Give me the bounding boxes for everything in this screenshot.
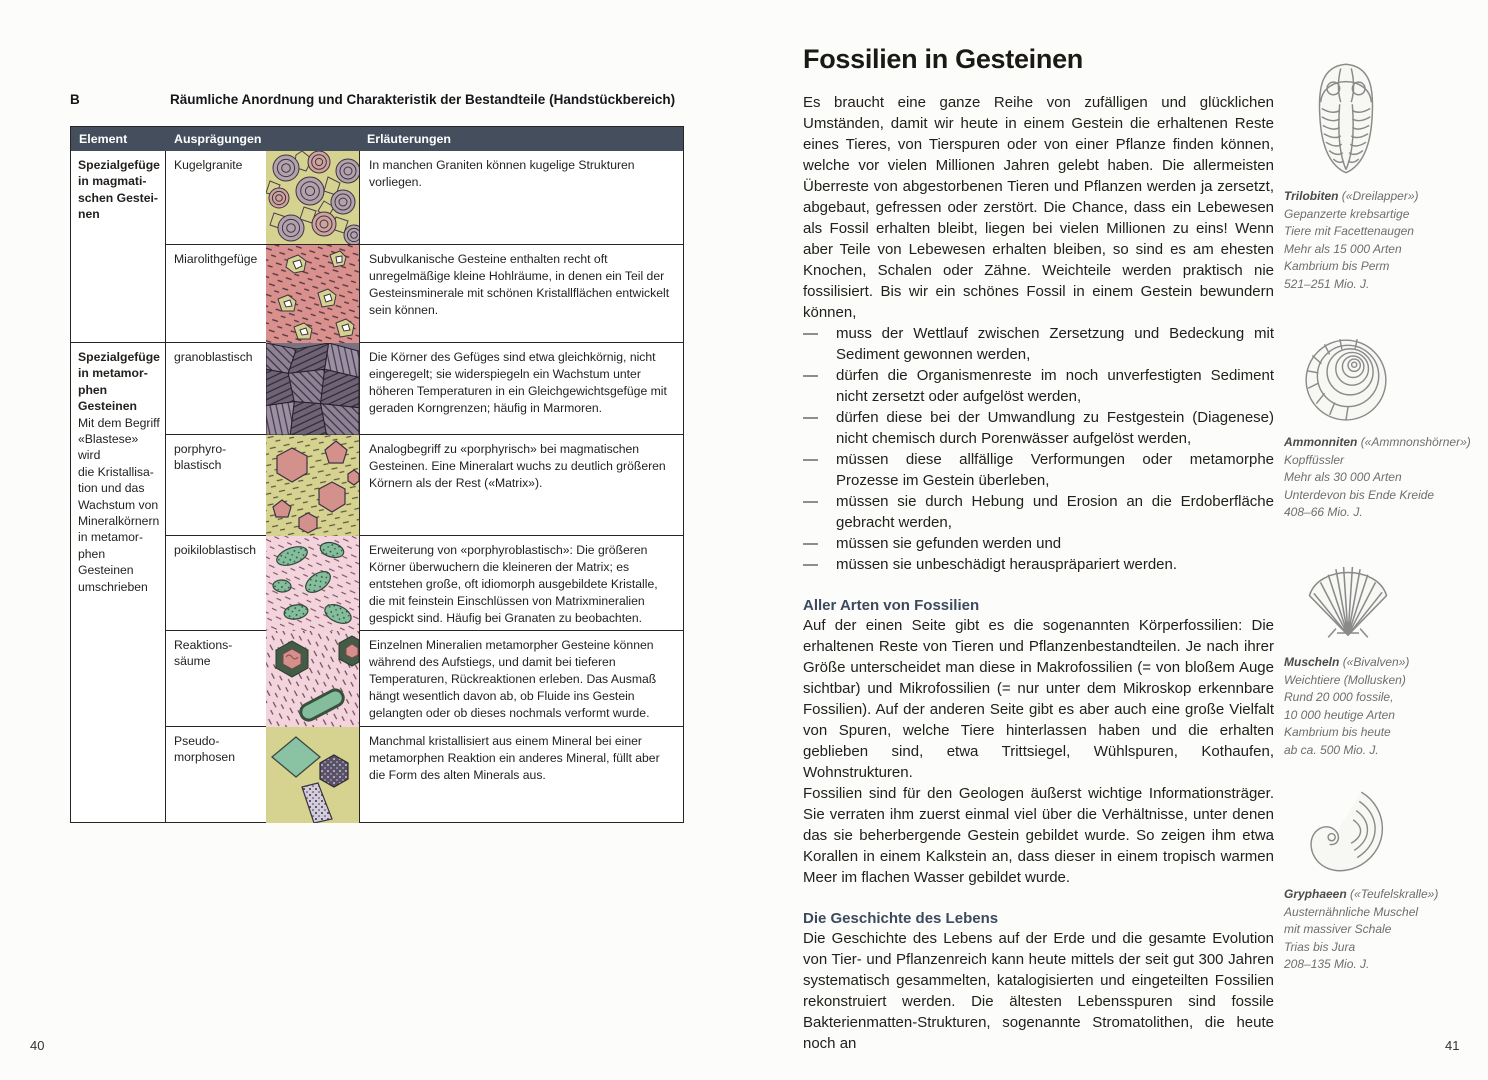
kugelgranite-illustration (266, 151, 359, 244)
margin-figure-trilobite (1284, 60, 1474, 293)
table-title: Räumliche Anordnung und Charakteristik der Bestandteile (Handstückbereich) (170, 92, 676, 107)
scallop-icon (1298, 556, 1398, 644)
pseudomorphosen-illustration (266, 727, 359, 823)
dash-marker: — (803, 451, 818, 468)
ammonite-icon (1298, 332, 1394, 424)
section-paragraph: Auf der einen Seite gibt es die sogenannten Körperfossilien: Die erhaltenen Reste von Tieren und Pflanzenbestandteilen. Je nach ihrer Größe unterscheidet man diese in Makrofossilien (= von bloßem Auge sichtbar) und Mikrofossilien (= nur unter dem Mikroskop erkennbare Fossilien). Auf der anderen Seite gibt es aber auch eine große Vielfalt von Spuren, welche Tiere hinterlassen haben und die erhalten geblieben sind, etwa Trittsiegel, Wühlspuren, Kothaufen, Wohnstrukturen. (803, 617, 1274, 781)
element-title: Spezialgefüge in metamor- phen Gesteinen (78, 350, 160, 414)
granoblastisch-illustration (266, 343, 359, 435)
list-item: — müssen sie durch Hebung und Erosion an die Erdoberfläche gebracht werden, (803, 493, 1274, 531)
figure-caption: Trilobiten («Dreilapper») Gepanzerte krebsartige Tiere mit Facettenaugen Mehr als 15 000 Arten Kambrium bis Perm 521–251 Mio. J. (1284, 189, 1419, 291)
list-item: — muss der Wettlauf zwischen Zersetzung und Bedeckung mit Sediment gewonnen werden, (803, 325, 1274, 363)
auspraegung-label: Kugelgranite (174, 158, 243, 172)
table-row (166, 535, 683, 630)
erlaeuterung-text: Analogbegriff zu «porphyrisch» bei magmatischen Gesteinen. Eine Mineralart wuchs zu deutlich größeren Körnern als der Rest («Matrix»). (359, 435, 683, 536)
reaktionssaeume-illustration (266, 631, 359, 727)
erlaeuterung-text: Die Körner des Gefüges sind etwa gleichkörnig, nicht eingeregelt; sie widerspiegeln ein Wachstum unter höheren Temperaturen in ein Gleichgewichtsgefüge mit geraden Korngrenzen; häufig in Marmoren. (359, 343, 683, 435)
dash-marker: — (803, 367, 818, 384)
section-paragraph: Fossilien sind für den Geologen äußerst wichtige Informationsträger. Sie verraten ihm zuerst einmal viel über die Verhältnisse, unter denen das sie beherbergende Gestein gebildet wurde. So zeigen ihm etwa Korallen in einem Kalkstein an, dass dieser in einem tropisch warmen Meer im flachen Wasser gebildet wurde. (803, 785, 1274, 886)
dash-marker: — (803, 556, 818, 573)
element-title: Spezialgefüge in magmati- schen Gestei- nen (78, 158, 160, 222)
auspraegung-label: granoblastisch (174, 350, 253, 364)
element-cell-metamorphic (71, 343, 166, 822)
list-item: — müssen sie unbeschädigt herauspräpariert werden. (803, 556, 1178, 573)
margin-figure-ammonite (1284, 332, 1474, 522)
col-header-element: Element (79, 132, 128, 146)
section-heading-fossil-types: Aller Arten von Fossilien (803, 597, 980, 614)
poikiloblastisch-illustration (266, 536, 359, 631)
gryphaea-icon (1298, 784, 1396, 876)
list-item: — dürfen diese bei der Umwandlung zu Festgestein (Diagenese) nicht chemisch durch Porenwässer aufgelöst werden, (803, 409, 1274, 447)
auspraegung-label: Pseudo- morphosen (174, 734, 235, 765)
margin-figure-gryphaea (1284, 784, 1474, 974)
figure-caption: Ammonniten («Ammnonshörner») Kopffüssler Mehr als 30 000 Arten Unterdevon bis Ende Kreide 408–66 Mio. J. (1284, 435, 1471, 519)
auspraegung-label: Miarolithgefüge (174, 252, 258, 266)
trilobite-icon (1298, 60, 1394, 178)
auspraegung-label: porphyro- blastisch (174, 442, 227, 473)
condition-list (803, 323, 1274, 575)
table-group-metamorphic (71, 342, 683, 822)
page-number-left: 40 (30, 1038, 45, 1053)
erlaeuterung-text: In manchen Graniten können kugelige Strukturen vorliegen. (359, 151, 683, 244)
auspraegung-label: Reaktions- säume (174, 638, 233, 669)
intro-paragraph: Es braucht eine ganze Reihe von zufälligen und glücklichen Umständen, damit wir heute in einem Gestein die erhaltenen Reste eines Tieres, von Tierspuren oder von einer Pflanze finden können, welche vor vielen Millionen Jahren gelebt haben. Die allermeisten Überreste von abgestorbenen Tieren und Pflanzen werden ja zersetzt, abgebaut, gefressen oder zerstört. Die Chance, dass ein Lebewesen als Fossil erhalten bleibt, liegen bei vielen Millionen zu eins! Wenn aber Teile von Lebewesen erhalten bleiben, so sind es am ehesten Knochen, Schalen oder Zähne. Weichteile werden praktisch nie fossilisiert. Bis wir ein schönes Fossil in einem Gestein bewundern können, (803, 94, 1274, 321)
section-heading-history-of-life: Die Geschichte des Lebens (803, 910, 999, 927)
erlaeuterung-text: Einzelnen Mineralien metamorpher Gesteine können während des Aufstiegs, und damit bei tieferen Temperaturen, Rückreaktionen erleben. Das Ausmaß hängt wesentlich davon ab, ob Fluide ins Gestein gelangten oder ob dieses nochmals verformt wurde. (359, 631, 683, 727)
col-header-auspraegungen: Ausprägungen (174, 132, 262, 146)
table-row (166, 151, 683, 244)
section-paragraph: Die Geschichte des Lebens auf der Erde und die gesamte Evolution von Tier- und Pflanzenreich kann heute mittels der seit gut 300 Jahren systematisch gesammelten, katalogisierten und eingeteilten Fossilien rekonstruiert werden. Die ältesten Lebensspuren sind fossile Bakterienmatten-Strukturen, sogenannte Stromatolithen, die heute noch an (803, 930, 1274, 1052)
miarolithgefuege-illustration (266, 245, 359, 343)
col-header-erlaeuterungen: Erläuterungen (367, 132, 451, 146)
table-row (166, 244, 683, 342)
figure-caption: Muscheln («Bivalven») Weichtiere (Mollusken) Rund 20 000 fossile, 10 000 heutige Arten Kambrium bis heute ab ca. 500 Mio. J. (1284, 655, 1410, 757)
list-item: — dürfen die Organismenreste im noch unverfestigten Sediment nicht zersetzt oder aufgelöst werden, (803, 367, 1274, 405)
table-row (166, 434, 683, 535)
table-row (166, 630, 683, 726)
erlaeuterung-text: Erweiterung von «porphyroblastisch»: Die größeren Körner überwuchern die kleineren der Matrix; es entstehen große, oft idiomorph ausgebildete Kristalle, die mit feinstein Einschlüssen von Matrixmineralien gespickt sind. Häufig bei Granaten zu beobachten. (359, 536, 683, 631)
list-item: — müssen diese allfällige Verformungen oder metamorphe Prozesse im Gestein überleben, (803, 451, 1274, 489)
margin-figure-scallop (1284, 556, 1474, 759)
figure-caption: Gryphaeen («Teufelskralle») Austernähnliche Muschel mit massiver Schale Trias bis Jura 208–135 Mio. J. (1284, 887, 1439, 971)
porphyroblastisch-illustration (266, 435, 359, 536)
page-title: Fossilien in Gesteinen (803, 44, 1083, 74)
list-item: — müssen sie gefunden werden und (803, 535, 1062, 552)
dash-marker: — (803, 493, 818, 510)
page-number-right: 41 (1445, 1038, 1460, 1053)
dash-marker: — (803, 325, 818, 342)
table-row (166, 343, 683, 434)
element-cell-magmatic (71, 151, 166, 342)
table-caption (70, 92, 684, 107)
texture-table (70, 126, 684, 823)
auspraegung-label: poikiloblastisch (174, 543, 256, 557)
table-label: B (70, 92, 80, 107)
dash-marker: — (803, 409, 818, 426)
dash-marker: — (803, 535, 818, 552)
erlaeuterung-text: Subvulkanische Gesteine enthalten recht oft unregelmäßige kleine Hohlräume, in denen ein Teil der Gesteinsminerale mit schönen Kristallflächen entwickelt sein können. (359, 245, 683, 343)
right-page-text-column (803, 44, 1274, 1054)
table-row (166, 726, 683, 822)
table-header-row (71, 127, 683, 151)
element-note: Mit dem Begriff «Blastese» wird die Kristallisa- tion und das Wachstum von Mineralkörnern in metamor- phen Gesteinen umschrieben (78, 415, 160, 594)
table-group-magmatic (71, 151, 683, 342)
erlaeuterung-text: Manchmal kristallisiert aus einem Mineral bei einer metamorphen Reaktion ein anderes Mineral, füllt aber die Form des alten Minerals aus. (359, 727, 683, 823)
